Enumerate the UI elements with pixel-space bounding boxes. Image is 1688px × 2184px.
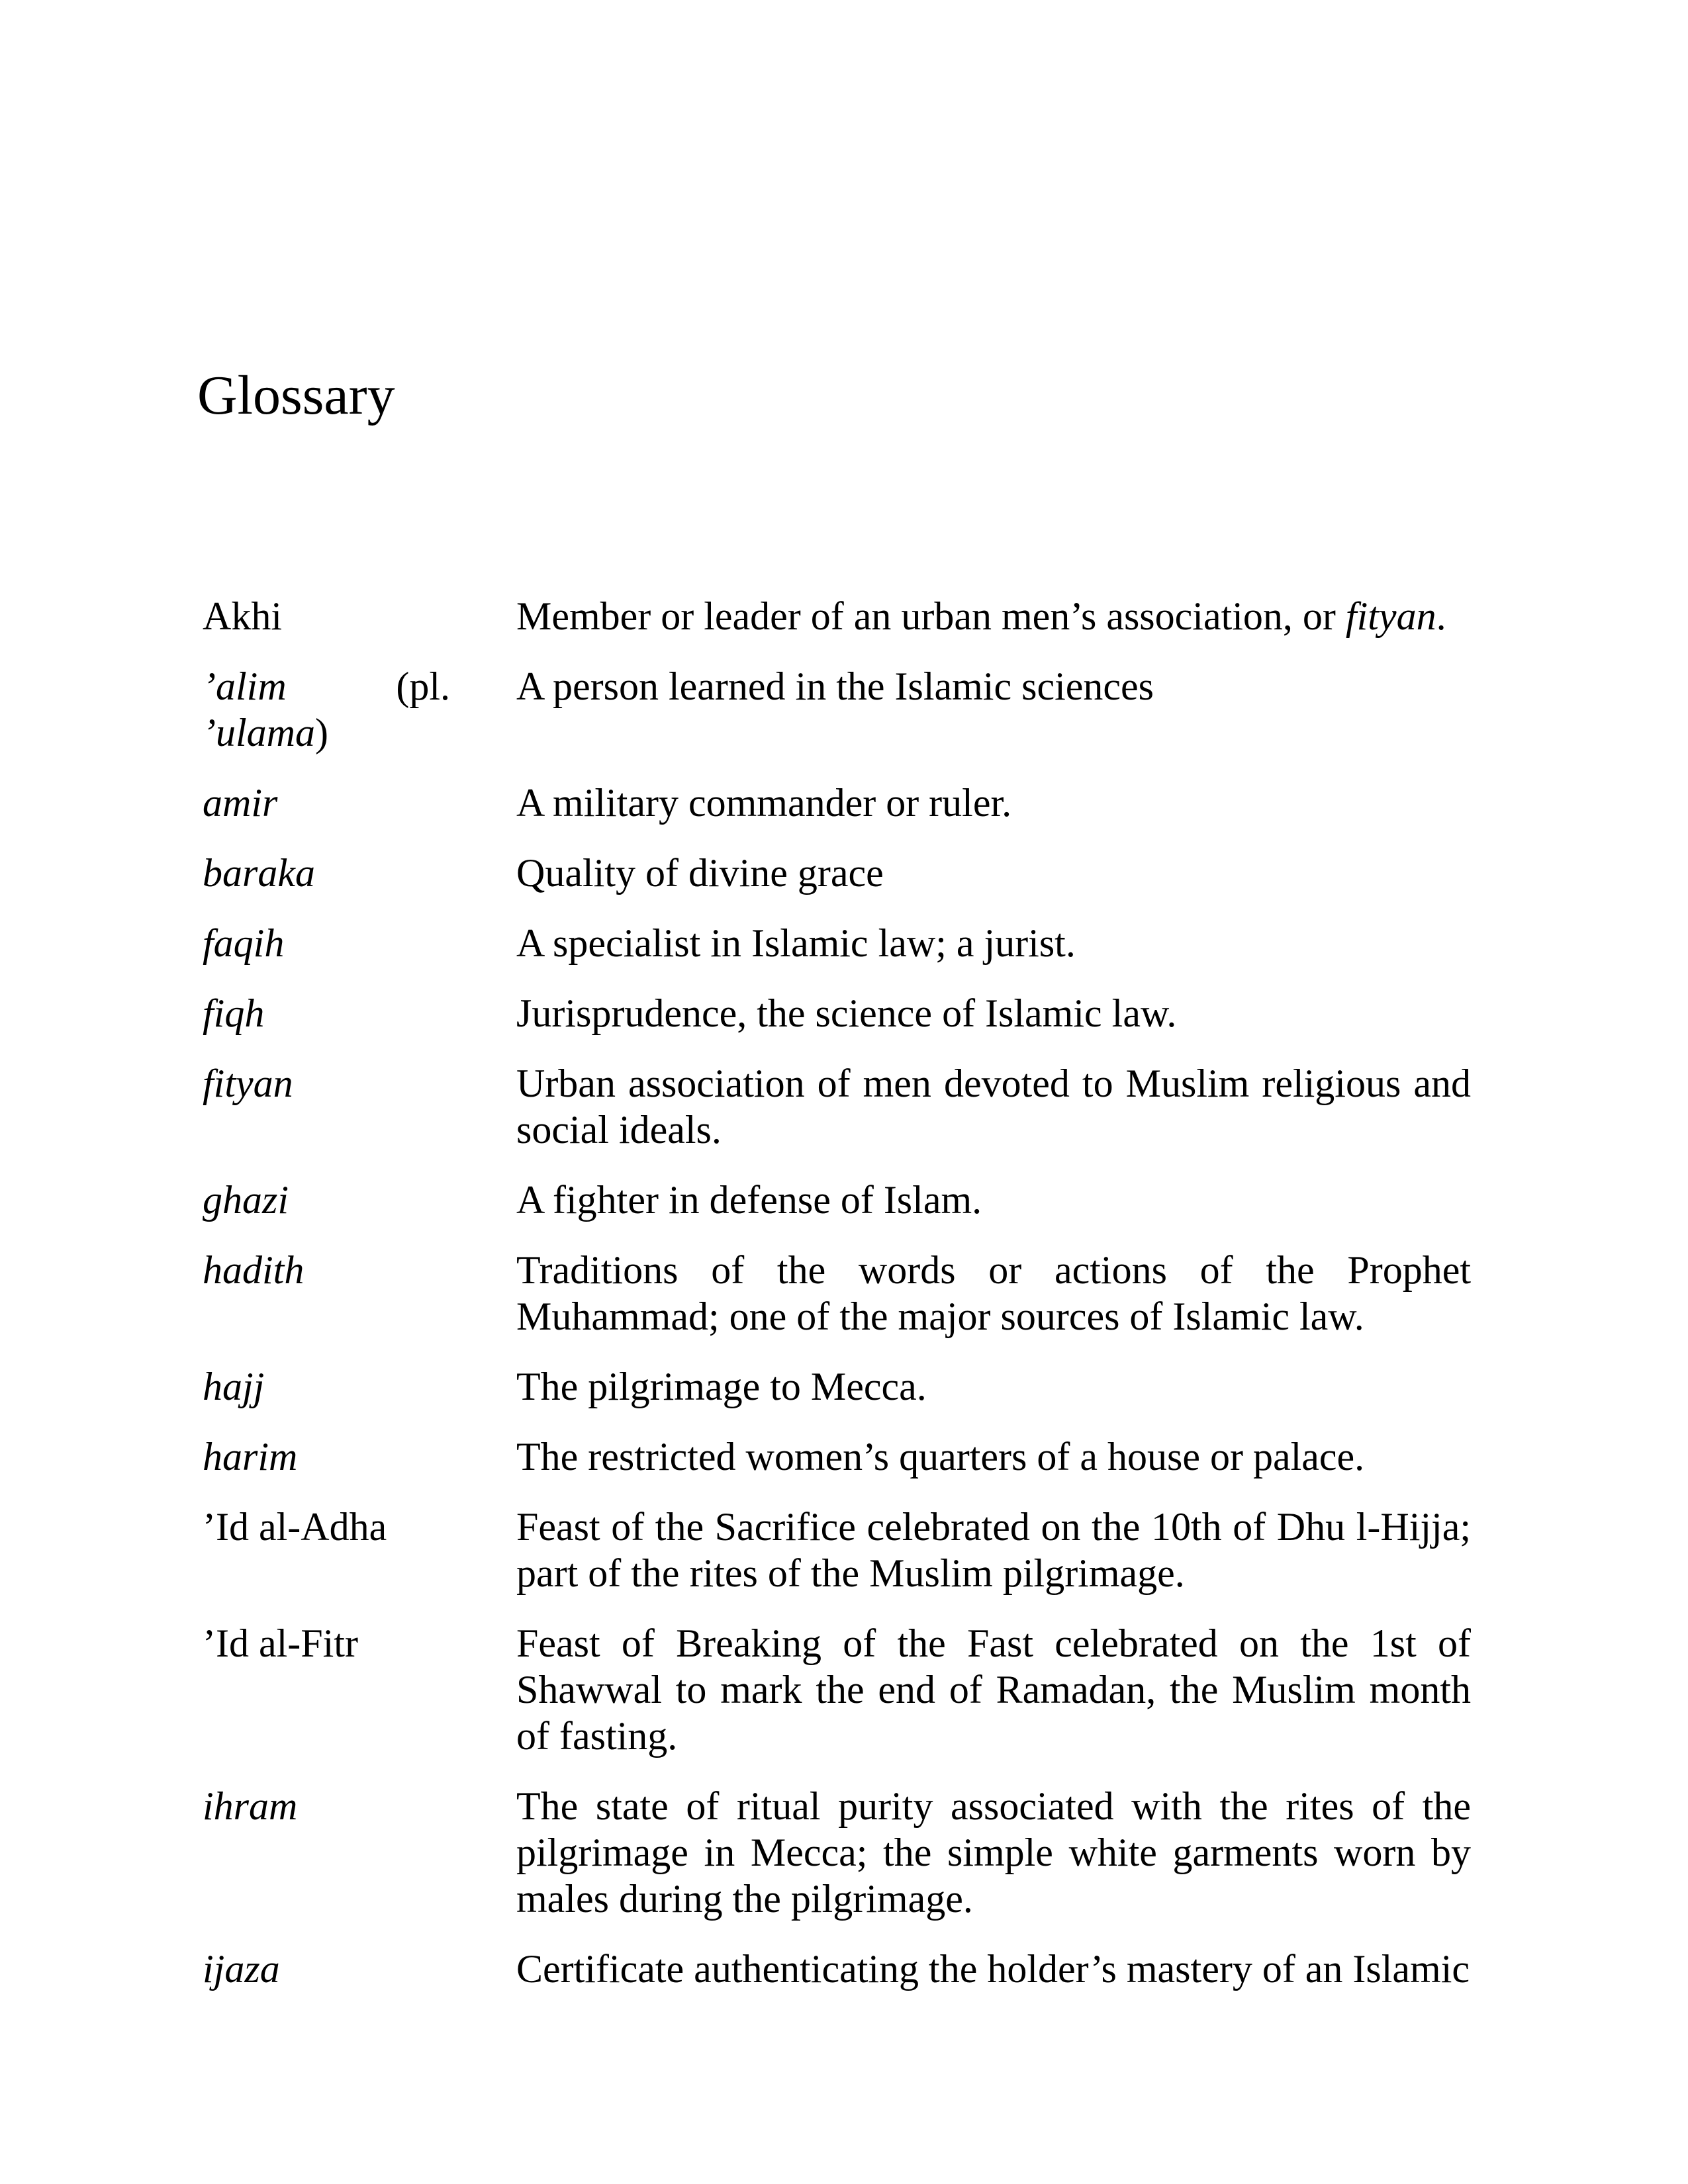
glossary-entry: [203, 1783, 1471, 1922]
glossary-term: ihram: [203, 1784, 298, 1828]
glossary-term: faqih: [203, 921, 285, 965]
glossary-entry: [203, 1946, 1471, 1992]
glossary-definition: The restricted women’s quarters of a house or palace.: [516, 1435, 1365, 1479]
glossary-definition: A specialist in Islamic law; a jurist.: [516, 921, 1076, 965]
glossary-term: ’alim (pl. ’ulama): [203, 664, 450, 754]
glossary-list: [203, 593, 1471, 2016]
glossary-entry: [203, 1620, 1471, 1759]
glossary-entry: [203, 1363, 1471, 1410]
glossary-definition: Feast of the Sacrifice celebrated on the 10th of Dhu l-Hijja; part of the rites of the Muslim pilgrimage.: [516, 1505, 1471, 1595]
glossary-entry: [203, 1433, 1471, 1480]
glossary-definition: The pilgrimage to Mecca.: [516, 1365, 927, 1408]
glossary-definition: Certificate authenticating the holder’s mastery of an Islamic: [516, 1947, 1470, 1991]
glossary-definition: Urban association of men devoted to Muslim religious and social ideals.: [516, 1062, 1471, 1152]
glossary-entry: [203, 920, 1471, 966]
glossary-definition: A fighter in defense of Islam.: [516, 1178, 982, 1222]
glossary-term: hajj: [203, 1365, 265, 1408]
glossary-entry: [203, 663, 1471, 756]
glossary-entry: [203, 1504, 1471, 1596]
glossary-definition: Traditions of the words or actions of the Prophet Muhammad; one of the major sources of Islamic law.: [516, 1248, 1471, 1338]
glossary-term: harim: [203, 1435, 298, 1479]
glossary-term: fiqh: [203, 991, 265, 1035]
glossary-term: ’Id al-Fitr: [203, 1621, 358, 1665]
glossary-entry: [203, 780, 1471, 826]
glossary-entry: [203, 1177, 1471, 1223]
plural-label: (pl.: [396, 664, 450, 708]
glossary-term: hadith: [203, 1248, 305, 1292]
glossary-definition: Feast of Breaking of the Fast celebrated on the 1st of Shawwal to mark the end of Ramadan, the Muslim month of fasting.: [516, 1621, 1471, 1758]
glossary-term: Akhi: [203, 594, 282, 638]
glossary-definition: Jurisprudence, the science of Islamic law.: [516, 991, 1177, 1035]
glossary-entry: [203, 990, 1471, 1036]
page-title: Glossary: [197, 365, 395, 426]
glossary-term: ghazi: [203, 1178, 289, 1222]
glossary-entry: [203, 850, 1471, 896]
glossary-term: baraka: [203, 851, 315, 895]
glossary-term: amir: [203, 781, 278, 825]
glossary-term: fityan: [203, 1062, 293, 1105]
glossary-definition: A military commander or ruler.: [516, 781, 1012, 825]
glossary-definition: Member or leader of an urban men’s association, or fityan.: [516, 594, 1446, 638]
glossary-definition: The state of ritual purity associated with the rites of the pilgrimage in Mecca; the simple white garments worn by males during the pilgrimage.: [516, 1784, 1471, 1921]
glossary-term: ijaza: [203, 1947, 280, 1991]
glossary-definition: A person learned in the Islamic sciences: [516, 664, 1154, 708]
glossary-entry: [203, 1247, 1471, 1340]
glossary-entry: [203, 593, 1471, 639]
glossary-term: ’Id al-Adha: [203, 1505, 387, 1549]
glossary-definition: Quality of divine grace: [516, 851, 884, 895]
glossary-entry: [203, 1060, 1471, 1153]
